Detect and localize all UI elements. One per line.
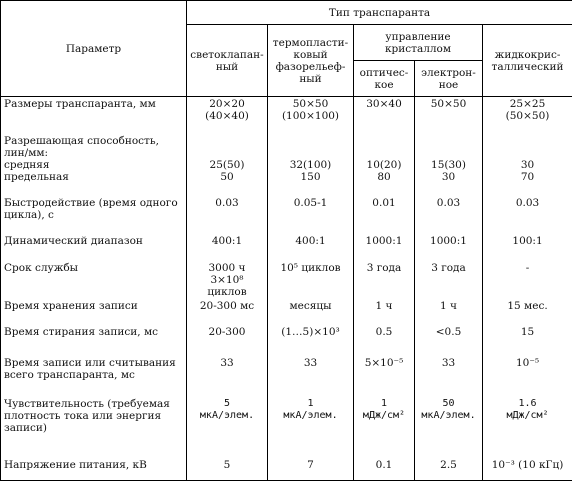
header-liquid-crystal: жидкокрис- таллический [483, 25, 572, 97]
cell-value: 100:1 [483, 234, 572, 261]
row-parameter: Время хранения записи [1, 299, 187, 325]
cell-value: 20×20 (40×40) [187, 97, 268, 134]
cell-value: <0.5 [415, 325, 483, 356]
table-row [1, 450, 572, 481]
table-row [1, 196, 572, 234]
cell-value: 32(100) 150 [268, 134, 354, 196]
cell-value: 1000:1 [415, 234, 483, 261]
cell-value: 1 мДж/см² [354, 397, 415, 450]
row-parameter: Быстродействие (время одного цикла), с [1, 196, 187, 234]
row-parameter: Разрешающая способность, лин/мм: средняя предельная [1, 134, 187, 196]
header-transparency-type: Тип транспаранта [187, 1, 572, 25]
cell-value: 3000 ч 3×10⁸ циклов [187, 261, 268, 299]
header-thermoplastic: термопласти- ковый фазорельеф- ный [268, 25, 354, 97]
cell-value: 33 [415, 356, 483, 397]
cell-value: 5×10⁻⁵ [354, 356, 415, 397]
cell-value: 10⁻³ (10 кГц) [483, 450, 572, 481]
cell-value: 0.03 [187, 196, 268, 234]
cell-value: 30×40 [354, 97, 415, 134]
header-crystal-control: управление кристаллом [354, 25, 483, 61]
row-parameter: Срок службы [1, 261, 187, 299]
cell-value: 400:1 [268, 234, 354, 261]
cell-value: 10(20) 80 [354, 134, 415, 196]
row-parameter: Время записи или считывания всего транспаранта, мс [1, 356, 187, 397]
cell-value: 0.01 [354, 196, 415, 234]
header-light-valve: светоклапан- ный [187, 25, 268, 97]
table-row [1, 134, 572, 196]
cell-value: (1…5)×10³ [268, 325, 354, 356]
cell-value: 1 мкА/элем. [268, 397, 354, 450]
cell-value: 0.03 [415, 196, 483, 234]
cell-value: 15 [483, 325, 572, 356]
row-parameter: Время стирания записи, мс [1, 325, 187, 356]
cell-value: 0.5 [354, 325, 415, 356]
cell-value: 50×50 [415, 97, 483, 134]
table-row [1, 356, 572, 397]
cell-value: 3 года [415, 261, 483, 299]
header-parameter: Параметр [1, 1, 187, 97]
cell-value: 50 мкА/элем. [415, 397, 483, 450]
row-parameter: Чувствительность (требуемая плотность тока или энергия записи) [1, 397, 187, 450]
row-parameter: Напряжение питания, кВ [1, 450, 187, 481]
cell-value: 5 мкА/элем. [187, 397, 268, 450]
cell-value: 25×25 (50×50) [483, 97, 572, 134]
cell-value: 1 ч [354, 299, 415, 325]
table-row [1, 234, 572, 261]
cell-value: 15 мес. [483, 299, 572, 325]
cell-value: 15(30) 30 [415, 134, 483, 196]
cell-value: 7 [268, 450, 354, 481]
cell-value: 30 70 [483, 134, 572, 196]
table-row [1, 97, 572, 134]
table-row [1, 299, 572, 325]
cell-value: месяцы [268, 299, 354, 325]
cell-value: 1 ч [415, 299, 483, 325]
cell-value: 33 [187, 356, 268, 397]
table-row [1, 325, 572, 356]
cell-value: 25(50) 50 [187, 134, 268, 196]
cell-value: 2.5 [415, 450, 483, 481]
cell-value: 0.03 [483, 196, 572, 234]
cell-value: 20-300 мс [187, 299, 268, 325]
table-row [1, 397, 572, 450]
cell-value: 1000:1 [354, 234, 415, 261]
row-parameter: Динамический диапазон [1, 234, 187, 261]
header-electron: электрон- ное [415, 61, 483, 97]
table-row [1, 261, 572, 299]
cell-value: 400:1 [187, 234, 268, 261]
header-optical: оптичес- кое [354, 61, 415, 97]
cell-value: 3 года [354, 261, 415, 299]
cell-value: 1.6 мДж/см² [483, 397, 572, 450]
cell-value: 5 [187, 450, 268, 481]
row-parameter: Размеры транспаранта, мм [1, 97, 187, 134]
cell-value: 0.05-1 [268, 196, 354, 234]
cell-value: 33 [268, 356, 354, 397]
cell-value: 50×50 (100×100) [268, 97, 354, 134]
cell-value: 10⁻⁵ [483, 356, 572, 397]
cell-value: - [483, 261, 572, 299]
cell-value: 10⁵ циклов [268, 261, 354, 299]
cell-value: 0.1 [354, 450, 415, 481]
cell-value: 20-300 [187, 325, 268, 356]
